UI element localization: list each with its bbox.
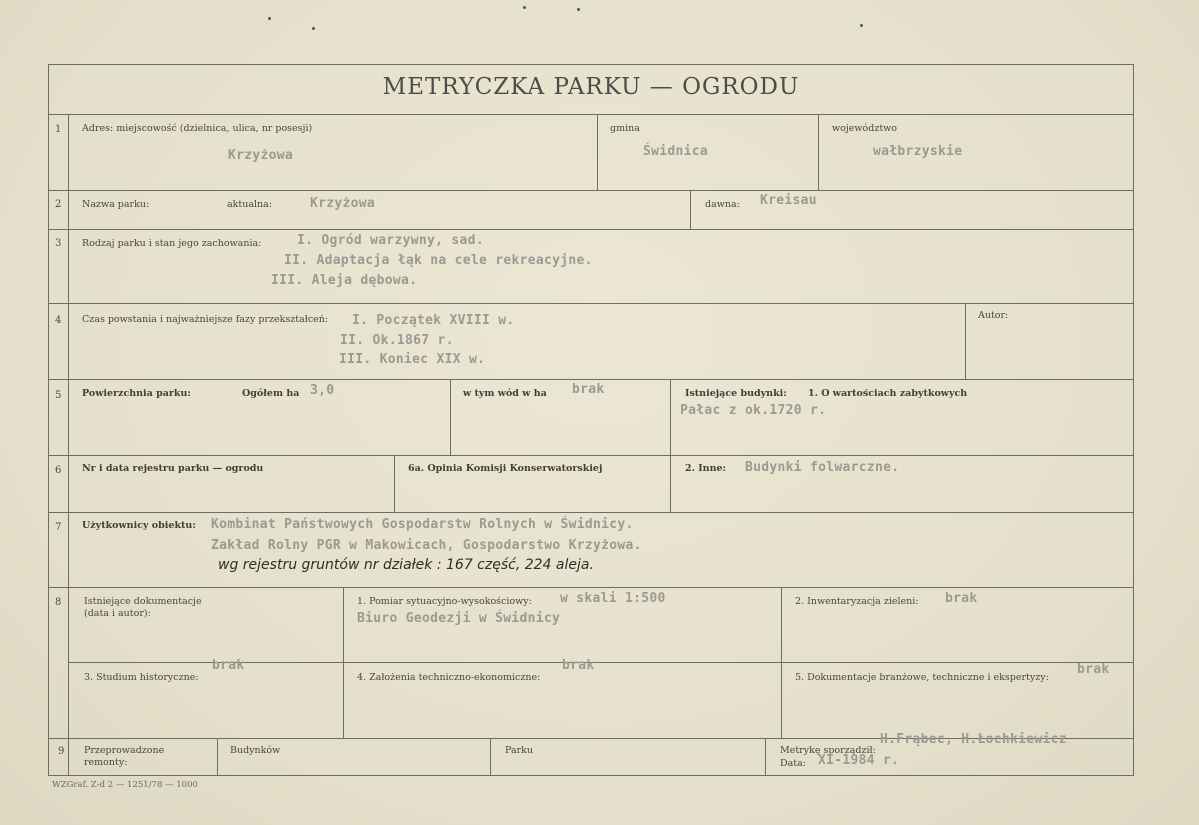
voivodeship-label: województwo <box>832 123 898 134</box>
industry-docs-label: 5. Dokumentacje branżowe, techniczne i ekspertyzy: <box>795 672 1049 683</box>
monument-buildings-label: 1. O wartościach zabytkowych <box>808 388 968 399</box>
date-label: Data: <box>780 758 806 769</box>
other-buildings-value: Budynki folwarczne. <box>745 460 900 475</box>
tech-assumptions-label: 4. Założenia techniczno-ekonomiczne: <box>357 672 541 683</box>
current-name-label: aktualna: <box>227 199 273 210</box>
park-type-line: III. Aleja dębowa. <box>271 273 418 288</box>
cell-divider <box>394 455 395 512</box>
documentation-label: (data i autor): <box>84 608 151 619</box>
existing-buildings-label: Istniejące budynki: <box>685 388 787 399</box>
cell-divider <box>765 738 766 776</box>
ink-speck <box>312 27 315 30</box>
row-divider <box>48 303 1134 304</box>
voivodeship-value: wałbrzyskie <box>873 144 963 159</box>
address-label: Adres: miejscowość (dzielnica, ulica, nr posesji) <box>82 123 313 134</box>
historical-study-label: 3. Studium historyczne: <box>84 672 199 683</box>
park-name-label: Nazwa parku: <box>82 199 150 210</box>
row-number: 5 <box>55 390 62 401</box>
users-line: Zakład Rolny PGR w Makowicach, Gospodarstwo Krzyżowa. <box>211 538 642 553</box>
greenery-inventory-value: brak <box>945 591 978 606</box>
row-divider <box>48 512 1134 513</box>
cell-divider <box>217 738 218 776</box>
conservation-opinion-label: 6a. Opinia Komisji Konserwatorskiej <box>408 463 603 474</box>
date-value: XI-1984 r. <box>818 753 900 768</box>
row-number: 3 <box>55 238 62 249</box>
row-number: 2 <box>55 199 62 210</box>
history-phase-line: III. Koniec XIX w. <box>339 352 486 367</box>
survey-label: 1. Pomiar sytuacyjno-wysokościowy: <box>357 596 532 607</box>
greenery-inventory-label: 2. Inwentaryzacja zieleni: <box>795 596 919 607</box>
number-column-divider <box>68 114 69 776</box>
cell-divider <box>597 114 598 190</box>
former-name-label: dawna: <box>705 199 740 210</box>
cell-divider <box>965 303 966 379</box>
row-number: 4 <box>55 315 62 326</box>
monument-buildings-value: Pałac z ok.1720 r. <box>680 403 827 418</box>
survey-value: w skali 1:500 <box>560 591 666 606</box>
gmina-label: gmina <box>610 123 640 134</box>
row-number: 8 <box>55 597 62 608</box>
row-number: 1 <box>55 124 62 135</box>
history-phase-line: II. Ok.1867 r. <box>340 333 454 348</box>
row-number: 6 <box>55 465 62 476</box>
prepared-by-label: Metrykę sporządził: <box>780 745 876 756</box>
plot-numbers-handwritten: wg rejestru gruntów nr działek : 167 część, 224 aleja. <box>218 557 594 573</box>
register-label: Nr i data rejestru parku — ogrodu <box>82 463 264 474</box>
cell-divider <box>450 379 451 455</box>
history-phase-line: I. Początek XVIII w. <box>352 313 515 328</box>
cell-divider <box>490 738 491 776</box>
history-phases-label: Czas powstania i najważniejsze fazy przekształceń: <box>82 314 329 325</box>
cell-divider <box>690 190 691 229</box>
cell-divider <box>818 114 819 190</box>
repairs-label: Przeprowadzone <box>84 745 165 756</box>
row-number: 7 <box>55 522 62 533</box>
users-line: Kombinat Państwowych Gospodarstw Rolnych w Świdnicy. <box>211 517 634 532</box>
gmina-value: Świdnica <box>643 144 709 159</box>
documentation-label: Istniejące dokumentacje <box>84 596 202 607</box>
ink-speck <box>577 8 580 11</box>
water-area-value: brak <box>572 382 605 397</box>
park-type-label: Rodzaj parku i stan jego zachowania: <box>82 238 262 249</box>
tech-assumptions-value: brak <box>562 658 595 673</box>
total-area-label: Ogółem ha <box>242 388 300 399</box>
prepared-by-value: H.Frąbec, H.Łochkiewicz <box>880 732 1067 747</box>
park-area-label: Powierzchnia parku: <box>82 388 191 399</box>
total-area-value: 3,0 <box>310 383 335 398</box>
print-footer: WZGraf. Z-d 2 — 1251/78 — 1000 <box>52 780 198 790</box>
cell-divider <box>670 379 671 512</box>
row-divider <box>48 229 1134 230</box>
repairs-label: remonty: <box>84 757 128 768</box>
cell-divider <box>781 587 782 738</box>
water-area-label: w tym wód w ha <box>463 388 547 399</box>
users-label: Użytkownicy obiektu: <box>82 520 196 531</box>
row-divider <box>48 190 1134 191</box>
form-title: METRYCZKA PARKU — OGRODU <box>382 74 800 100</box>
ink-speck <box>268 17 271 20</box>
survey-value: Biuro Geodezji w Świdnicy <box>357 611 561 626</box>
row-divider <box>48 114 1134 115</box>
row-divider <box>48 455 1134 456</box>
current-name-value: Krzyżowa <box>310 196 376 211</box>
ink-speck <box>860 24 863 27</box>
other-buildings-label: 2. Inne: <box>685 463 727 474</box>
industry-docs-value: brak <box>1077 662 1110 677</box>
park-type-line: II. Adaptacja łąk na cele rekreacyjne. <box>284 253 593 268</box>
park-type-line: I. Ogród warzywny, sad. <box>297 233 484 248</box>
author-label: Autor: <box>978 310 1009 321</box>
address-value: Krzyżowa <box>228 148 294 163</box>
ink-speck <box>523 6 526 9</box>
buildings-repairs-label: Budynków <box>230 745 281 756</box>
former-name-value: Kreisau <box>760 193 817 208</box>
cell-divider <box>343 587 344 738</box>
row-divider <box>48 379 1134 380</box>
row-divider <box>48 587 1134 588</box>
historical-study-value: brak <box>212 658 245 673</box>
row-number: 9 <box>58 746 65 757</box>
park-repairs-label: Parku <box>505 745 534 756</box>
